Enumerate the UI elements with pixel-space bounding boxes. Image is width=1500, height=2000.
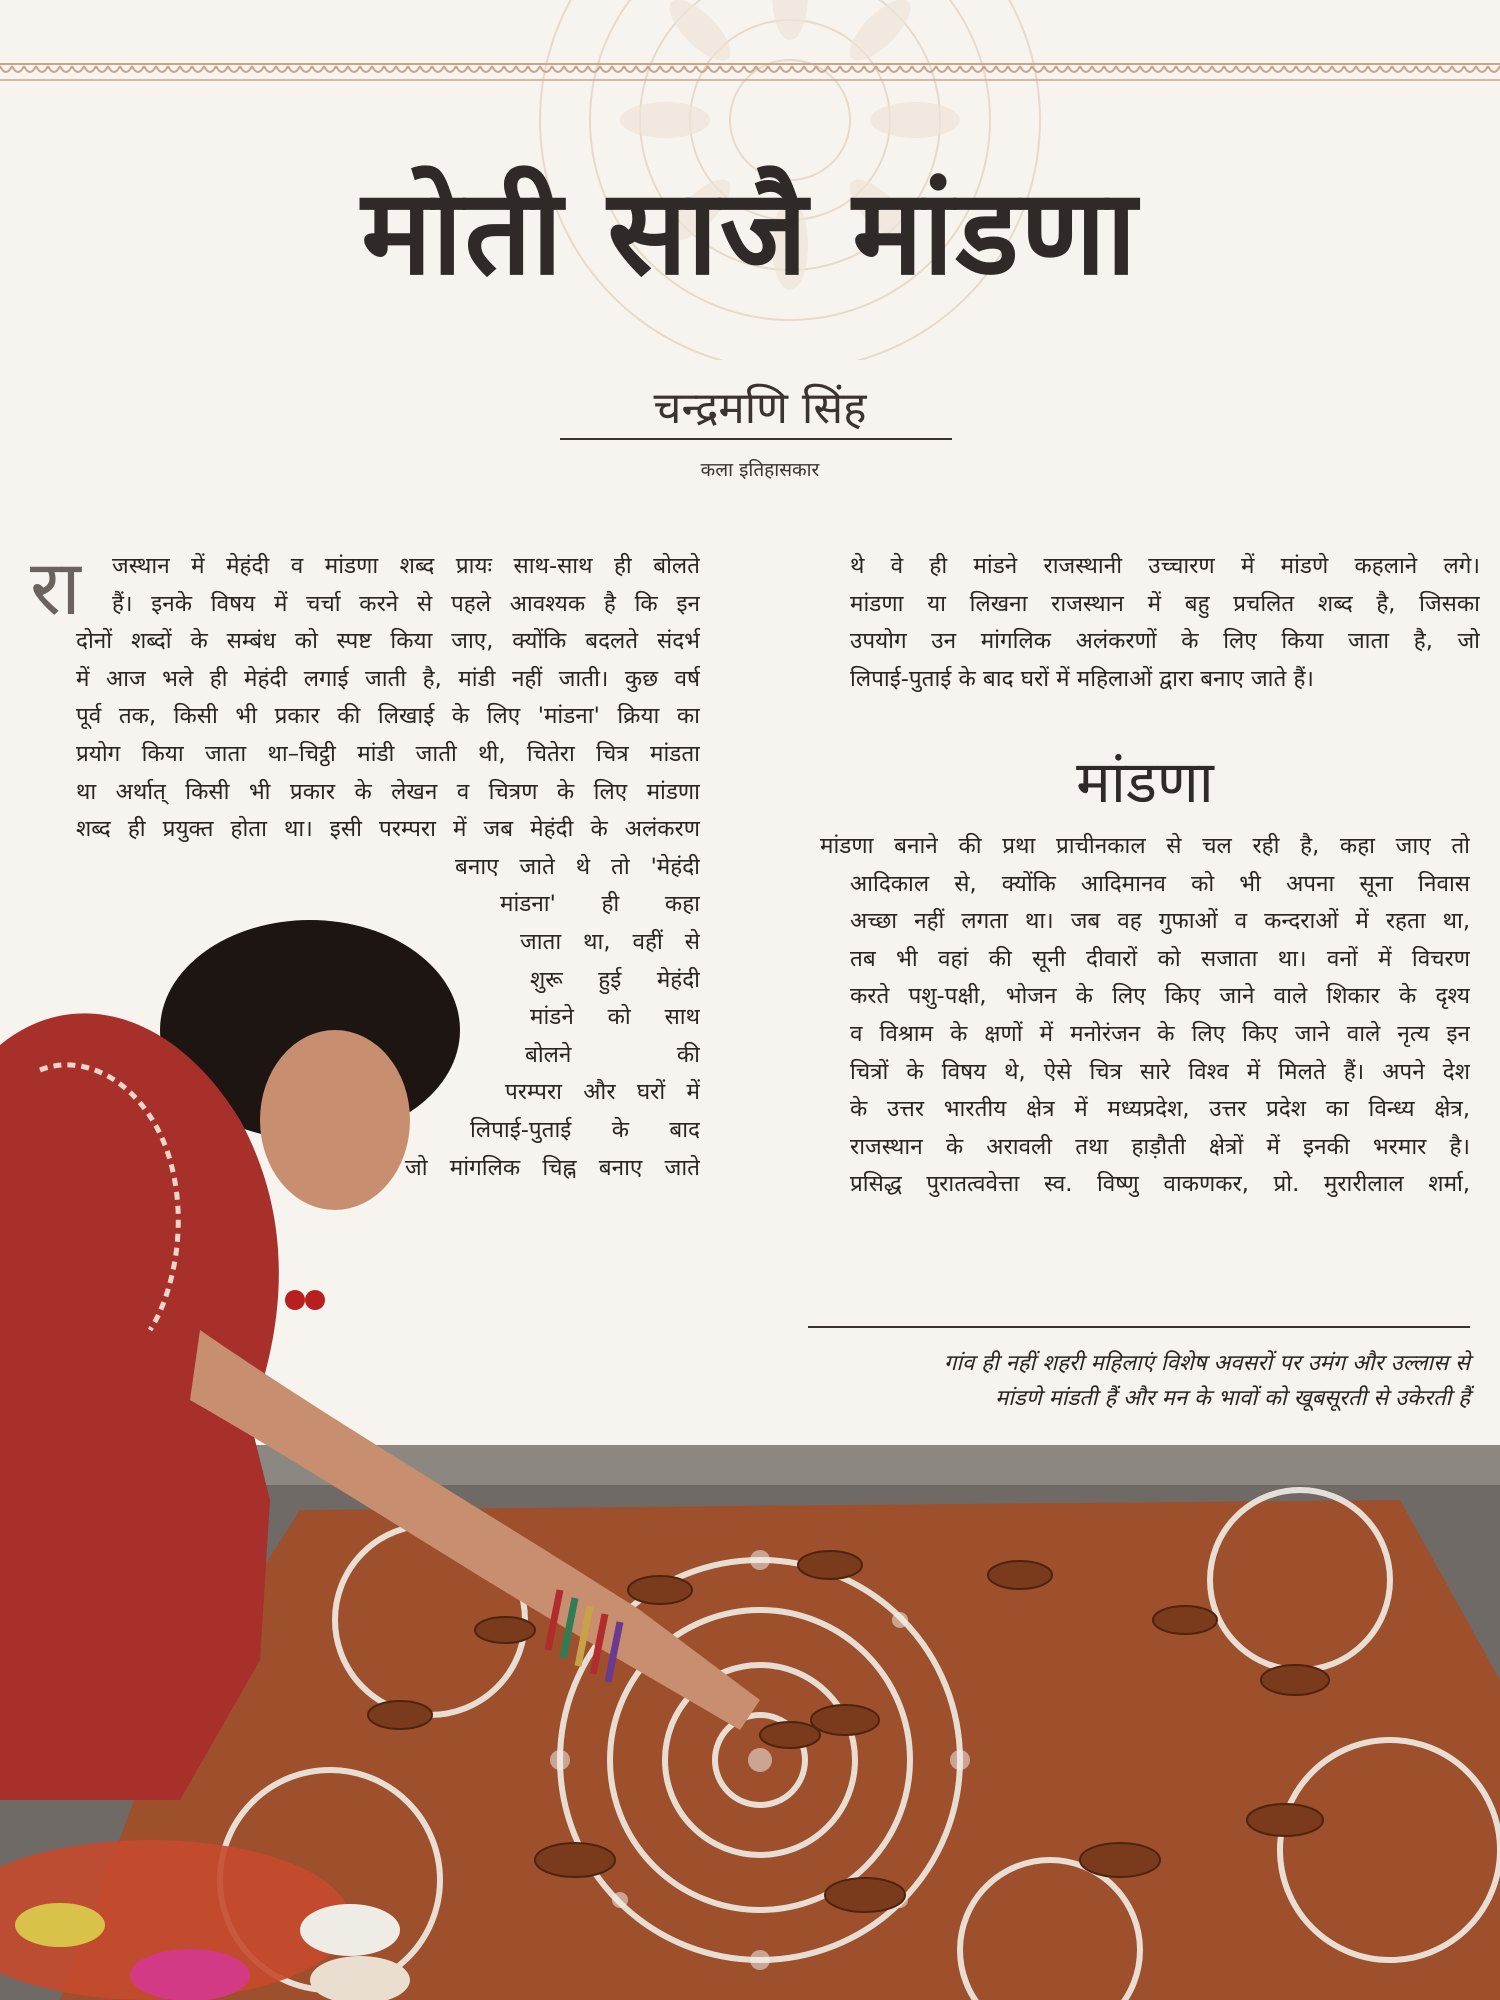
author-name: चन्द्रमणि सिंह [653,383,867,434]
border-scallop [0,66,1500,72]
text-line: पूर्व तक, किसी भी प्रकार की लिखाई के लिए 'मांडना' क्रिया का [76,703,700,730]
right-column-intro [850,548,1480,698]
text-line: राजस्थान के अरावली तथा हाड़ौती क्षेत्रों में इनकी भरमार है। [850,1133,1470,1160]
decorative-border [0,62,1500,82]
article-title: मोती साजै मांडणा [361,163,1139,301]
drop-cap: रा [30,543,81,632]
text-line: था अर्थात् किसी भी प्रकार के लेखन व चित्रण के लिए मांडणा [76,778,700,805]
section-heading: मांडणा [1076,748,1214,816]
author-divider [560,438,952,440]
text-line: मांडने को साथ [530,1004,700,1031]
text-line: थे वे ही मांडने राजस्थानी उच्चारण में मांडणे कहलाने लगे। [850,553,1480,579]
text-line: लिपाई-पुताई के बाद घरों में महिलाओं द्वारा बनाए जाते हैं। [850,665,1314,692]
text-line: बनाए जाते थे तो 'मेहंदी [455,853,700,880]
text-line: जो मांगलिक चिह्न बनाए जाते [405,1154,700,1181]
text-line: शुरू हुई मेहंदी [530,966,700,993]
text-line: शब्द ही प्रयुक्त होता था। इसी परम्परा में जब मेहंदी के अलंकरण [76,816,700,843]
text-line: जस्थान में मेहंदी व मांडणा शब्द प्रायः साथ-साथ ही बोलते [112,553,700,579]
text-line: बोलने की [525,1041,700,1068]
text-line: हैं। इनके विषय में चर्चा करने से पहले आवश्यक है कि इन [112,590,700,617]
text-line: के उत्तर भारतीय क्षेत्र में मध्यप्रदेश, उत्तर प्रदेश का विन्ध्य क्षेत्र, [850,1096,1470,1123]
text-line: आदिकाल से, क्योंकि आदिमानव को भी अपना सूना निवास [850,870,1470,897]
caption-line: मांडणे मांडती हैं और मन के भावों को खूबसूरती से उकेरती हैं [995,1386,1470,1411]
text-line: लिपाई-पुताई के बाद [470,1116,700,1143]
text-line: परम्परा और घरों में [505,1079,700,1106]
text-line: उपयोग उन मांगलिक अलंकरणों के लिए किया जाता है, जो [850,628,1480,655]
caption-line: गांव ही नहीं शहरी महिलाएं विशेष अवसरों पर उमंग और उल्लास से [943,1351,1470,1376]
text-line: दोनों शब्दों के सम्बंध को स्पष्ट किया जाए, क्योंकि बदलते संदर्भ [76,628,700,655]
text-line: प्रयोग किया जाता था–चिट्ठी मांडी जाती थी, चितेरा चित्र मांडता [76,740,700,767]
author-role: कला इतिहासकार [700,459,820,481]
text-line: मांडना' ही कहा [500,891,700,918]
text-line: में आज भले ही मेहंदी लगाई जाती है, मांडी नहीं जाती। कुछ वर्ष [76,665,700,692]
text-line: करते पशु-पक्षी, भोजन के लिए किए जाने वाले शिकार के दृश्य [850,983,1470,1010]
text-line: चित्रों के विषय थे, ऐसे चित्र सारे विश्व में मिलते हैं। अपने देश [850,1058,1470,1085]
text-line: व विश्राम के क्षणों में मनोरंजन के लिए किए जाने वाले नृत्य इन [850,1020,1470,1047]
text-line: प्रसिद्ध पुरातत्ववेत्ता स्व. विष्णु वाकणकर, प्रो. मुरारीलाल शर्मा, [850,1171,1470,1198]
photo-caption [800,1346,1470,1416]
text-line: जाता था, वहीं से [520,928,700,955]
text-line: मांडणा बनाने की प्रथा प्राचीनकाल से चल रही है, कहा जाए तो [820,833,1470,859]
text-line: मांडणा या लिखना राजस्थान में बहु प्रचलित शब्द है, जिसका [850,590,1480,617]
text-line: तब भी वहां की सूनी दीवारों को सजाता था। वनों में विचरण [850,945,1470,972]
text-line: अच्छा नहीं लगता था। जब वह गुफाओं व कन्दराओं में रहता था, [850,908,1470,935]
caption-divider [808,1326,1470,1328]
left-column-text [0,543,700,1187]
right-column-body [820,828,1480,1204]
